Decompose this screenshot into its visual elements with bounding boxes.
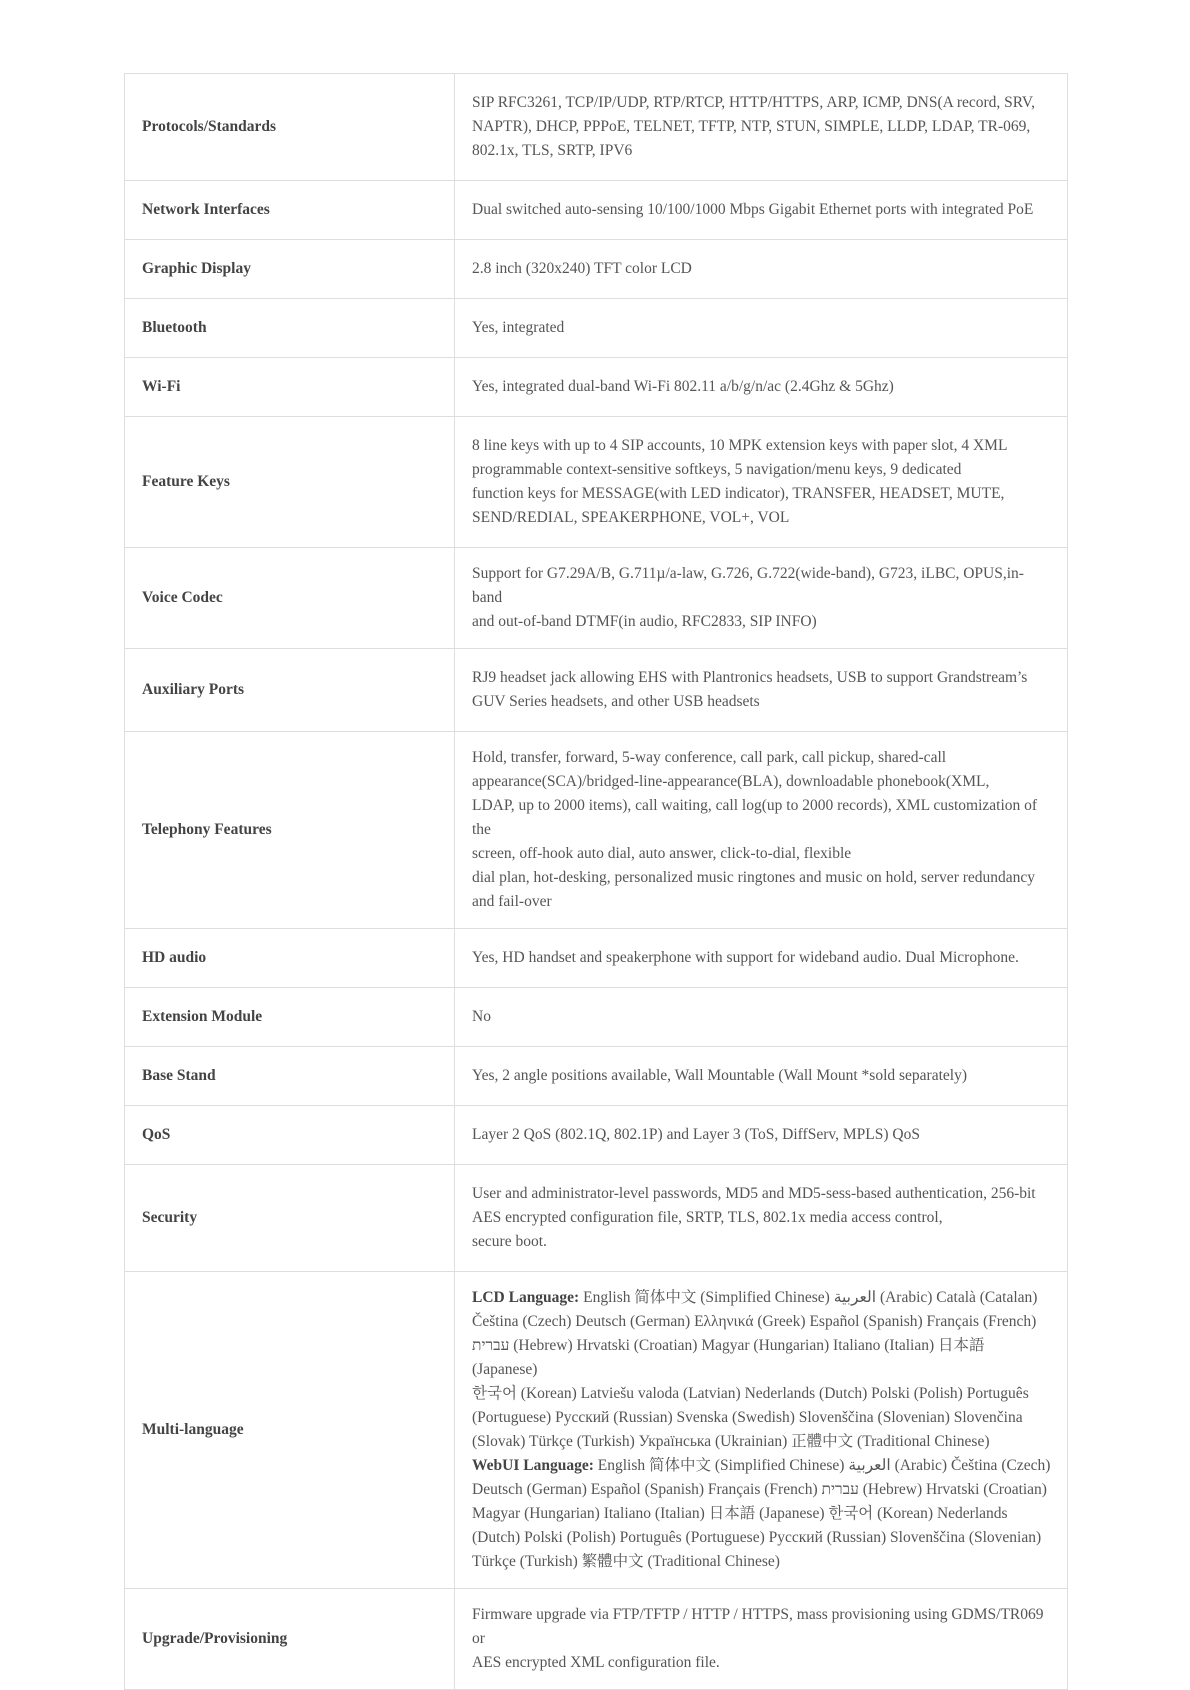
lcd-language-text: English 简体中文 (Simplified Chinese) العربية (Arabic) Català (Catalan) <box>579 1289 1038 1306</box>
spec-label: Base Stand <box>125 1047 455 1106</box>
value-line: AES encrypted XML configuration file. <box>472 1654 720 1671</box>
value-line: RJ9 headset jack allowing EHS with Plantronics headsets, USB to support Grandstream’s <box>472 669 1028 686</box>
spec-label: Bluetooth <box>125 299 455 358</box>
value-line: Hold, transfer, forward, 5-way conference, call park, call pickup, shared-call <box>472 749 947 766</box>
spec-row-extension-module <box>125 988 1068 1047</box>
value-line: Čeština (Czech) Deutsch (German) Ελληνικά (Greek) Español (Spanish) Français (French) <box>472 1313 1037 1330</box>
spec-row-multi-language <box>125 1272 1068 1589</box>
spec-row-qos <box>125 1106 1068 1165</box>
spec-label: Telephony Features <box>125 732 455 929</box>
spec-row-security <box>125 1165 1068 1272</box>
spec-row-bluetooth <box>125 299 1068 358</box>
webui-language-text: English 简体中文 (Simplified Chinese) العربية (Arabic) Čeština (Czech) <box>593 1457 1051 1474</box>
spec-label: Protocols/Standards <box>125 74 455 181</box>
value-line: Yes, HD handset and speakerphone with support for wideband audio. Dual Microphone. <box>472 949 1019 966</box>
spec-row-wifi <box>125 358 1068 417</box>
value-line: User and administrator-level passwords, MD5 and MD5-sess-based authentication, 256-bit <box>472 1185 1036 1202</box>
spec-row-protocols <box>125 74 1068 181</box>
value-line: 8 line keys with up to 4 SIP accounts, 10 MPK extension keys with paper slot, 4 XML <box>472 437 1008 454</box>
value-line: Layer 2 QoS (802.1Q, 802.1P) and Layer 3 (ToS, DiffServ, MPLS) QoS <box>472 1126 920 1143</box>
spec-value <box>455 988 1068 1047</box>
spec-value <box>455 417 1068 548</box>
value-line: function keys for MESSAGE(with LED indicator), TRANSFER, HEADSET, MUTE, <box>472 485 1005 502</box>
spec-row-auxiliary-ports <box>125 649 1068 732</box>
value-line: SIP RFC3261, TCP/IP/UDP, RTP/RTCP, HTTP/HTTPS, ARP, ICMP, DNS(A record, SRV, <box>472 94 1035 111</box>
value-line: Türkçe (Turkish) 繁體中文 (Traditional Chinese) <box>472 1553 780 1570</box>
spec-row-feature-keys <box>125 417 1068 548</box>
value-line: Firmware upgrade via FTP/TFTP / HTTP / HTTPS, mass provisioning using GDMS/TR069 or <box>472 1606 1044 1647</box>
value-line: appearance(SCA)/bridged-line-appearance(BLA), downloadable phonebook(XML, <box>472 773 990 790</box>
spec-value <box>455 1165 1068 1272</box>
spec-value <box>455 1047 1068 1106</box>
spec-value <box>455 358 1068 417</box>
value-line: secure boot. <box>472 1233 547 1250</box>
spec-label: QoS <box>125 1106 455 1165</box>
value-line: Yes, integrated dual-band Wi-Fi 802.11 a/b/g/n/ac (2.4Ghz & 5Ghz) <box>472 378 894 395</box>
spec-row-base-stand <box>125 1047 1068 1106</box>
value-line: and fail-over <box>472 893 552 910</box>
spec-value <box>455 299 1068 358</box>
value-line: (Portuguese) Русский (Russian) Svenska (Swedish) Slovenščina (Slovenian) Slovenčina <box>472 1409 1023 1426</box>
value-line: 한국어 (Korean) Latviešu valoda (Latvian) Nederlands (Dutch) Polski (Polish) Português <box>472 1385 1029 1402</box>
value-line: Deutsch (German) Español (Spanish) Français (French) עברית (Hebrew) Hrvatski (Croatian) <box>472 1481 1047 1498</box>
value-line <box>472 1454 1053 1478</box>
spec-value <box>455 1106 1068 1165</box>
value-line: and out-of-band DTMF(in audio, RFC2833, SIP INFO) <box>472 613 817 630</box>
spec-label: Wi-Fi <box>125 358 455 417</box>
value-line: AES encrypted configuration file, SRTP, TLS, 802.1x media access control, <box>472 1209 943 1226</box>
spec-value <box>455 929 1068 988</box>
value-line: 2.8 inch (320x240) TFT color LCD <box>472 260 692 277</box>
spec-value <box>455 240 1068 299</box>
value-line: 802.1x, TLS, SRTP, IPV6 <box>472 142 633 159</box>
spec-label: Voice Codec <box>125 548 455 649</box>
value-line: programmable context-sensitive softkeys, 5 navigation/menu keys, 9 dedicated <box>472 461 962 478</box>
spec-label: Auxiliary Ports <box>125 649 455 732</box>
lcd-language-heading: LCD Language: <box>472 1289 580 1306</box>
spec-row-telephony-features <box>125 732 1068 929</box>
spec-row-network-interfaces <box>125 181 1068 240</box>
spec-value <box>455 181 1068 240</box>
value-line <box>472 1286 1053 1310</box>
value-line: (Slovak) Türkçe (Turkish) Українська (Ukrainian) 正體中文 (Traditional Chinese) <box>472 1433 990 1450</box>
spec-value <box>455 649 1068 732</box>
spec-label: Multi-language <box>125 1272 455 1589</box>
spec-label: Network Interfaces <box>125 181 455 240</box>
value-line: (Dutch) Polski (Polish) Português (Portuguese) Русский (Russian) Slovenščina (Slovenian) <box>472 1529 1042 1546</box>
value-line: Magyar (Hungarian) Italiano (Italian) 日本語 (Japanese) 한국어 (Korean) Nederlands <box>472 1505 1008 1522</box>
spec-row-voice-codec <box>125 548 1068 649</box>
value-line: No <box>472 1008 491 1025</box>
value-line: SEND/REDIAL, SPEAKERPHONE, VOL+, VOL <box>472 509 790 526</box>
spec-label: Feature Keys <box>125 417 455 548</box>
value-line: עברית (Hebrew) Hrvatski (Croatian) Magyar (Hungarian) Italiano (Italian) 日本語 (Japanese) <box>472 1337 985 1378</box>
spec-row-graphic-display <box>125 240 1068 299</box>
value-line: LDAP, up to 2000 items), call waiting, call log(up to 2000 records), XML customization of the <box>472 797 1038 838</box>
spec-label: Graphic Display <box>125 240 455 299</box>
spec-value <box>455 1589 1068 1690</box>
value-line: GUV Series headsets, and other USB headsets <box>472 693 760 710</box>
value-line: dial plan, hot-desking, personalized music ringtones and music on hold, server redundancy <box>472 869 1036 886</box>
value-line: Yes, 2 angle positions available, Wall Mountable (Wall Mount *sold separately) <box>472 1067 968 1084</box>
spec-label: Security <box>125 1165 455 1272</box>
value-line: Dual switched auto-sensing 10/100/1000 Mbps Gigabit Ethernet ports with integrated PoE <box>472 201 1034 218</box>
webui-language-heading: WebUI Language: <box>472 1457 594 1474</box>
spec-row-hd-audio <box>125 929 1068 988</box>
spec-value <box>455 548 1068 649</box>
spec-label: Upgrade/Provisioning <box>125 1589 455 1690</box>
spec-table <box>124 73 1068 1690</box>
spec-value <box>455 1272 1068 1589</box>
value-line: Support for G7.29A/B, G.711µ/a-law, G.726, G.722(wide-band), G723, iLBC, OPUS,in-band <box>472 565 1024 606</box>
value-line: NAPTR), DHCP, PPPoE, TELNET, TFTP, NTP, STUN, SIMPLE, LLDP, LDAP, TR-069, <box>472 118 1031 135</box>
spec-label: HD audio <box>125 929 455 988</box>
spec-value <box>455 732 1068 929</box>
spec-row-upgrade-provisioning <box>125 1589 1068 1690</box>
value-line: Yes, integrated <box>472 319 565 336</box>
spec-label: Extension Module <box>125 988 455 1047</box>
spec-value <box>455 74 1068 181</box>
value-line: screen, off-hook auto dial, auto answer, click-to-dial, flexible <box>472 845 852 862</box>
